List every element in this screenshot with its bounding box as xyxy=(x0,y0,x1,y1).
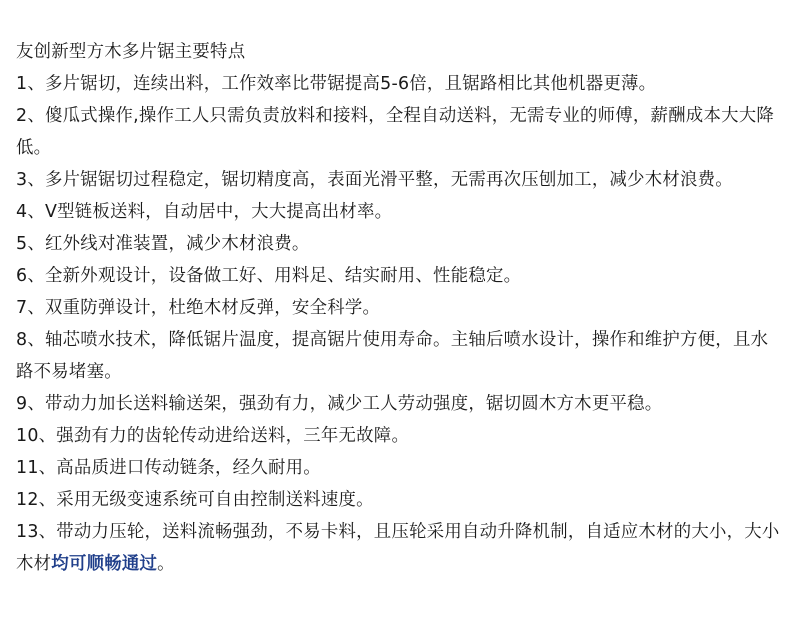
feature-item-13 xyxy=(16,516,782,580)
feature-item-9: 9、带动力加长送料输送架，强劲有力，减少工人劳动强度，锯切圆木方木更平稳。 xyxy=(16,394,663,414)
document-title: 友创新型方木多片锯主要特点 xyxy=(16,42,246,62)
feature-item-4: 4、V型链板送料，自动居中，大大提高出材率。 xyxy=(16,202,393,222)
feature-item-13-highlight: 均可顺畅通过 xyxy=(51,554,158,574)
feature-item-1: 1、多片锯切，连续出料，工作效率比带锯提高5-6倍，且锯路相比其他机器更薄。 xyxy=(16,74,657,94)
feature-item-10: 10、强劲有力的齿轮传动进给送料，三年无故障。 xyxy=(16,426,410,446)
feature-item-12: 12、采用无级变速系统可自由控制送料速度。 xyxy=(16,490,374,510)
feature-item-7: 7、双重防弹设计，杜绝木材反弹，安全科学。 xyxy=(16,298,381,318)
feature-item-5: 5、红外线对准装置，减少木材浪费。 xyxy=(16,234,310,254)
feature-item-3: 3、多片锯锯切过程稳定，锯切精度高，表面光滑平整，无需再次压刨加工，减少木材浪费。 xyxy=(16,170,733,190)
feature-document xyxy=(16,36,782,580)
feature-item-13-text: 13、带动力压轮，送料流畅强劲，不易卡料，且压轮采用自动升降机制，自适应木材的大小，大小木材 xyxy=(16,522,780,574)
feature-item-13-end: 。 xyxy=(157,554,175,574)
feature-item-8: 8、轴芯喷水技术，降低锯片温度，提高锯片使用寿命。主轴后喷水设计，操作和维护方便，且水路不易堵塞。 xyxy=(16,330,769,382)
feature-item-2: 2、傻瓜式操作,操作工人只需负责放料和接料，全程自动送料，无需专业的师傅，薪酬成本大大降低。 xyxy=(16,106,775,158)
feature-item-11: 11、高品质进口传动链条，经久耐用。 xyxy=(16,458,321,478)
feature-item-6: 6、全新外观设计，设备做工好、用料足、结实耐用、性能稳定。 xyxy=(16,266,522,286)
